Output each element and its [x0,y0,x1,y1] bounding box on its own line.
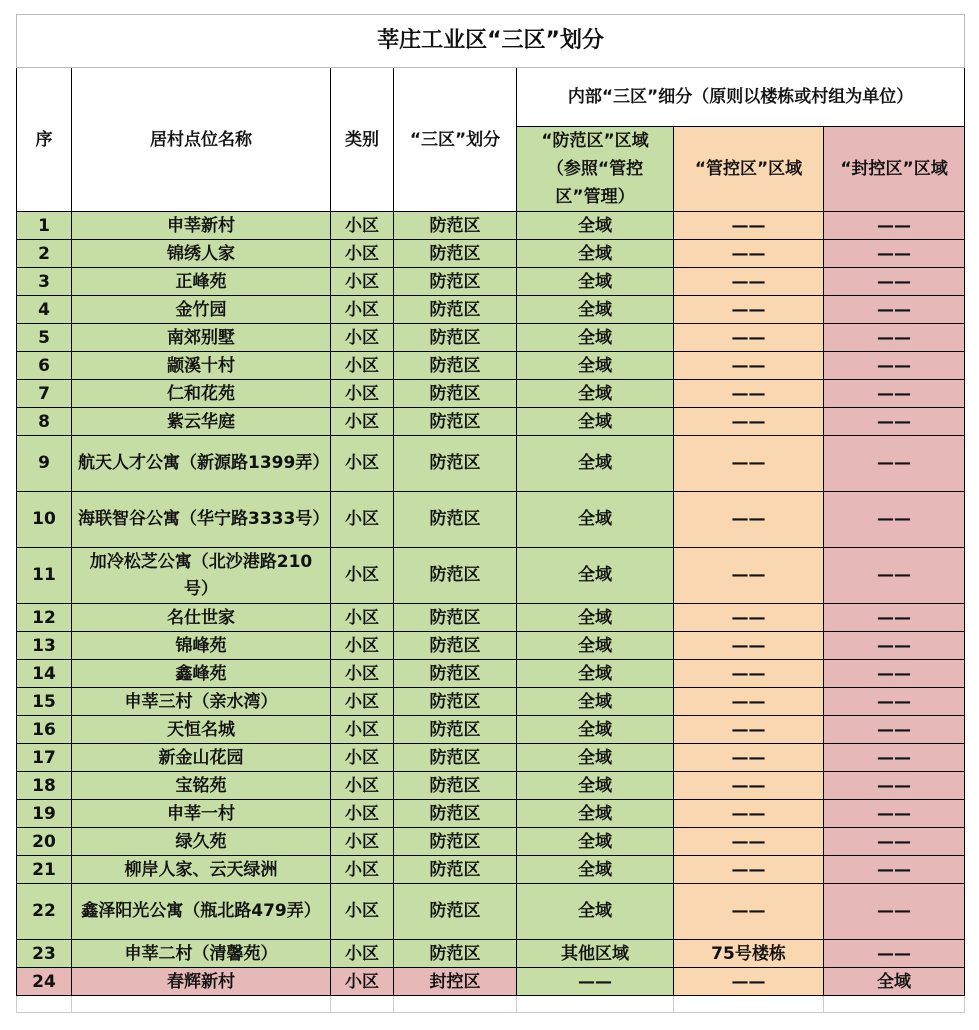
empty-cell [17,996,72,1013]
table-row [17,492,965,548]
row-zone: 防范区 [394,492,517,548]
row-name: 柳岸人家、云天绿洲 [72,856,331,884]
row-name: 申莘新村 [72,212,331,240]
row-prevent: 全域 [517,772,674,800]
row-control: —— [674,632,824,660]
row-prevent: 全域 [517,408,674,436]
row-zone: 防范区 [394,436,517,492]
row-category: 小区 [331,296,394,324]
row-closed: —— [824,492,965,548]
row-prevent: 全域 [517,884,674,940]
row-zone: 防范区 [394,716,517,744]
row-zone: 防范区 [394,296,517,324]
row-zone: 防范区 [394,744,517,772]
row-seq: 7 [17,380,72,408]
row-closed: —— [824,744,965,772]
header-internal: 内部“三区”细分（原则以楼栋或村组为单位） [517,68,965,127]
row-closed: —— [824,324,965,352]
row-prevent: 全域 [517,688,674,716]
row-seq: 13 [17,632,72,660]
table-title: 莘庄工业区“三区”划分 [17,15,965,68]
row-category: 小区 [331,604,394,632]
row-zone: 防范区 [394,800,517,828]
row-category: 小区 [331,884,394,940]
row-seq: 2 [17,240,72,268]
row-category: 小区 [331,380,394,408]
header-prevent: “防范区”区域（参照“管控区”管理） [517,127,674,212]
row-category: 小区 [331,688,394,716]
row-category: 小区 [331,408,394,436]
row-prevent: 全域 [517,604,674,632]
row-prevent: 全域 [517,324,674,352]
table-row [17,800,965,828]
row-category: 小区 [331,716,394,744]
row-category: 小区 [331,352,394,380]
row-zone: 防范区 [394,212,517,240]
empty-cell [517,996,674,1013]
row-name: 鑫泽阳光公寓（瓶北路479弄） [72,884,331,940]
row-closed: —— [824,632,965,660]
empty-cell [674,996,824,1013]
row-zone: 防范区 [394,268,517,296]
row-control: —— [674,408,824,436]
row-prevent: 全域 [517,296,674,324]
row-control: —— [674,548,824,604]
row-zone: 防范区 [394,604,517,632]
empty-cell [331,996,394,1013]
row-control: —— [674,688,824,716]
row-zone: 防范区 [394,240,517,268]
row-closed: —— [824,800,965,828]
row-control: —— [674,800,824,828]
row-prevent: 全域 [517,212,674,240]
row-control: —— [674,324,824,352]
row-seq: 15 [17,688,72,716]
row-control: —— [674,660,824,688]
empty-row [17,996,965,1013]
row-category: 小区 [331,772,394,800]
row-seq: 23 [17,940,72,968]
row-name: 宝铭苑 [72,772,331,800]
table-row [17,408,965,436]
row-control: —— [674,744,824,772]
table-row [17,968,965,996]
row-category: 小区 [331,660,394,688]
row-closed: —— [824,884,965,940]
row-closed: —— [824,660,965,688]
row-closed: —— [824,408,965,436]
row-prevent: 全域 [517,436,674,492]
row-seq: 21 [17,856,72,884]
row-category: 小区 [331,828,394,856]
row-category: 小区 [331,940,394,968]
table-row [17,632,965,660]
table-row [17,940,965,968]
row-prevent: 全域 [517,492,674,548]
row-zone: 防范区 [394,380,517,408]
row-zone: 防范区 [394,352,517,380]
row-prevent: 全域 [517,856,674,884]
row-prevent: 全域 [517,800,674,828]
table-row [17,296,965,324]
row-name: 锦绣人家 [72,240,331,268]
row-closed: —— [824,940,965,968]
row-name: 天恒名城 [72,716,331,744]
table-row [17,212,965,240]
header-control: “管控区”区域 [674,127,824,212]
table-row [17,660,965,688]
row-prevent: 其他区域 [517,940,674,968]
row-seq: 22 [17,884,72,940]
row-closed: —— [824,436,965,492]
row-control: —— [674,212,824,240]
row-prevent: 全域 [517,632,674,660]
table-row [17,352,965,380]
row-closed: —— [824,604,965,632]
row-category: 小区 [331,436,394,492]
row-zone: 防范区 [394,772,517,800]
row-name: 名仕世家 [72,604,331,632]
row-control: —— [674,436,824,492]
row-control: —— [674,380,824,408]
row-control: —— [674,240,824,268]
row-control: —— [674,716,824,744]
row-zone: 防范区 [394,828,517,856]
row-prevent: 全域 [517,240,674,268]
row-prevent: 全域 [517,352,674,380]
row-closed: —— [824,828,965,856]
row-name: 加冷松芝公寓（北沙港路210号） [72,548,331,604]
row-name: 紫云华庭 [72,408,331,436]
row-name: 绿久苑 [72,828,331,856]
row-closed: —— [824,240,965,268]
empty-cell [824,996,965,1013]
table-row [17,436,965,492]
row-control: —— [674,828,824,856]
row-zone: 防范区 [394,548,517,604]
table-row [17,716,965,744]
table-row [17,688,965,716]
row-seq: 4 [17,296,72,324]
row-seq: 6 [17,352,72,380]
row-name: 海联智谷公寓（华宁路3333号） [72,492,331,548]
table-row [17,268,965,296]
row-control: 75号楼栋 [674,940,824,968]
row-prevent: 全域 [517,744,674,772]
row-name: 仁和花苑 [72,380,331,408]
row-category: 小区 [331,492,394,548]
row-prevent: 全域 [517,716,674,744]
table-row [17,772,965,800]
row-prevent: 全域 [517,268,674,296]
row-seq: 12 [17,604,72,632]
row-name: 申莘三村（亲水湾） [72,688,331,716]
row-closed: —— [824,548,965,604]
row-name: 鑫峰苑 [72,660,331,688]
table-row [17,856,965,884]
row-closed: —— [824,716,965,744]
row-seq: 14 [17,660,72,688]
table-row [17,744,965,772]
row-zone: 防范区 [394,324,517,352]
row-closed: —— [824,296,965,324]
row-zone: 防范区 [394,688,517,716]
row-closed: —— [824,380,965,408]
row-closed: —— [824,352,965,380]
header-name: 居村点位名称 [72,68,331,212]
row-category: 小区 [331,800,394,828]
table-row [17,324,965,352]
row-prevent: 全域 [517,660,674,688]
row-name: 锦峰苑 [72,632,331,660]
empty-cell [72,996,331,1013]
row-category: 小区 [331,240,394,268]
header-closed: “封控区”区域 [824,127,965,212]
row-category: 小区 [331,744,394,772]
table-row [17,604,965,632]
row-name: 申莘一村 [72,800,331,828]
row-name: 南郊别墅 [72,324,331,352]
row-name: 正峰苑 [72,268,331,296]
table-row [17,380,965,408]
row-category: 小区 [331,268,394,296]
row-closed: —— [824,688,965,716]
row-control: —— [674,772,824,800]
row-zone: 防范区 [394,408,517,436]
table-row [17,884,965,940]
row-zone: 防范区 [394,856,517,884]
row-zone: 封控区 [394,968,517,996]
row-prevent: 全域 [517,828,674,856]
row-closed: —— [824,772,965,800]
row-control: —— [674,856,824,884]
row-name: 春辉新村 [72,968,331,996]
row-closed: 全域 [824,968,965,996]
row-prevent: —— [517,968,674,996]
row-seq: 20 [17,828,72,856]
header-category: 类别 [331,68,394,212]
row-seq: 19 [17,800,72,828]
row-control: —— [674,492,824,548]
row-prevent: 全域 [517,548,674,604]
row-closed: —— [824,268,965,296]
row-seq: 8 [17,408,72,436]
row-zone: 防范区 [394,632,517,660]
empty-cell [394,996,517,1013]
row-closed: —— [824,212,965,240]
row-seq: 9 [17,436,72,492]
row-control: —— [674,968,824,996]
row-zone: 防范区 [394,884,517,940]
header-division: “三区”划分 [394,68,517,212]
row-control: —— [674,296,824,324]
zone-table [16,14,965,1013]
row-category: 小区 [331,856,394,884]
row-zone: 防范区 [394,660,517,688]
row-category: 小区 [331,212,394,240]
row-control: —— [674,884,824,940]
header-seq: 序 [17,68,72,212]
row-name: 颛溪十村 [72,352,331,380]
row-control: —— [674,352,824,380]
row-name: 新金山花园 [72,744,331,772]
row-name: 航天人才公寓（新源路1399弄） [72,436,331,492]
table-row [17,828,965,856]
row-seq: 1 [17,212,72,240]
row-seq: 11 [17,548,72,604]
row-zone: 防范区 [394,940,517,968]
row-seq: 16 [17,716,72,744]
row-seq: 17 [17,744,72,772]
row-seq: 5 [17,324,72,352]
row-seq: 24 [17,968,72,996]
row-seq: 3 [17,268,72,296]
row-category: 小区 [331,968,394,996]
row-seq: 10 [17,492,72,548]
row-category: 小区 [331,548,394,604]
row-prevent: 全域 [517,380,674,408]
spreadsheet [16,14,964,1013]
row-control: —— [674,268,824,296]
row-category: 小区 [331,324,394,352]
row-seq: 18 [17,772,72,800]
table-row [17,548,965,604]
row-name: 金竹园 [72,296,331,324]
row-control: —— [674,604,824,632]
row-closed: —— [824,856,965,884]
table-row [17,240,965,268]
row-name: 申莘二村（清馨苑） [72,940,331,968]
row-category: 小区 [331,632,394,660]
